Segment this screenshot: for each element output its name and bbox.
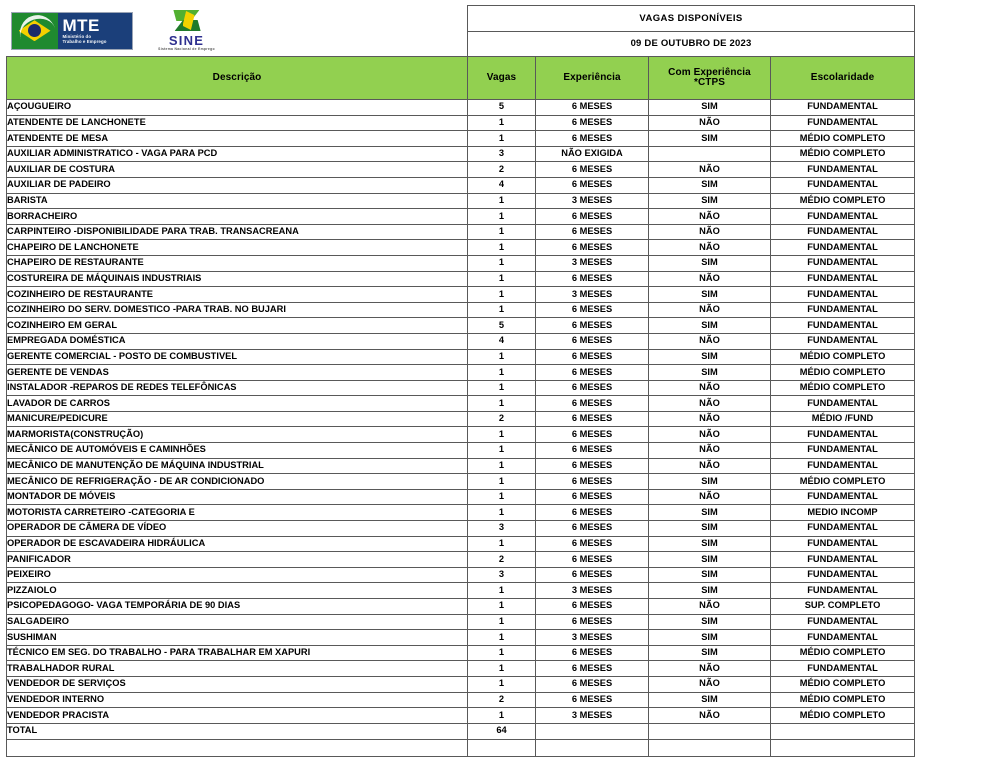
cell-ctps: SIM [649,521,771,537]
cell-descricao: COZINHEIRO DO SERV. DOMESTICO -PARA TRAB. NO BUJARI [7,302,468,318]
table-row [7,536,915,552]
cell-descricao: MONTADOR DE MÓVEIS [7,489,468,505]
cell-descricao: COZINHEIRO EM GERAL [7,318,468,334]
cell-descricao: MECÂNICO DE REFRIGERAÇÃO - DE AR CONDICIONADO [7,474,468,490]
cell-experiencia: 6 MESES [536,505,649,521]
cell-descricao: BARISTA [7,193,468,209]
table-row [7,427,915,443]
cell-experiencia: 6 MESES [536,427,649,443]
cell-escolaridade: FUNDAMENTAL [771,318,915,334]
cell-ctps: SIM [649,583,771,599]
brazil-flag-icon [12,13,58,49]
cell-escolaridade: MÉDIO /FUND [771,411,915,427]
cell-escolaridade: FUNDAMENTAL [771,630,915,646]
blank-cell-experiencia [536,739,649,756]
cell-experiencia: 3 MESES [536,255,649,271]
blank-cell-vagas [468,739,536,756]
cell-ctps: SIM [649,474,771,490]
table-row [7,287,915,303]
table-row [7,224,915,240]
total-escolaridade [771,723,915,739]
cell-ctps: SIM [649,614,771,630]
table-row [7,193,915,209]
cell-ctps: SIM [649,131,771,147]
cell-escolaridade: FUNDAMENTAL [771,224,915,240]
table-row [7,146,915,162]
cell-experiencia: 6 MESES [536,131,649,147]
table-row [7,302,915,318]
table-row [7,645,915,661]
cell-escolaridade: MÉDIO COMPLETO [771,676,915,692]
cell-ctps: SIM [649,630,771,646]
cell-experiencia: 6 MESES [536,100,649,116]
cell-vagas: 3 [468,146,536,162]
table-row [7,552,915,568]
mte-acronym: MTE [62,15,100,35]
cell-ctps: SIM [649,536,771,552]
cell-vagas: 1 [468,115,536,131]
cell-vagas: 2 [468,552,536,568]
cell-descricao: INSTALADOR -REPAROS DE REDES TELEFÔNICAS [7,380,468,396]
cell-descricao: PEIXEIRO [7,567,468,583]
cell-descricao: CHAPEIRO DE RESTAURANTE [7,255,468,271]
table-row [7,443,915,459]
cell-escolaridade: FUNDAMENTAL [771,614,915,630]
blank-cell-ctps [649,739,771,756]
cell-experiencia: 6 MESES [536,209,649,225]
cell-ctps: NÃO [649,271,771,287]
cell-experiencia: 3 MESES [536,193,649,209]
cell-vagas: 1 [468,474,536,490]
cell-experiencia: 6 MESES [536,115,649,131]
mte-logo [11,12,133,50]
cell-ctps: NÃO [649,427,771,443]
cell-experiencia: 6 MESES [536,396,649,412]
cell-descricao: EMPREGADA DOMÉSTICA [7,333,468,349]
column-header-ctps [649,57,771,100]
cell-escolaridade: FUNDAMENTAL [771,536,915,552]
cell-vagas: 3 [468,567,536,583]
mte-subtitle-line2: Trabalho e Emprego [62,39,107,45]
cell-descricao: PIZZAIOLO [7,583,468,599]
table-row [7,209,915,225]
cell-vagas: 1 [468,458,536,474]
cell-ctps: SIM [649,365,771,381]
table-row [7,396,915,412]
table-row [7,458,915,474]
cell-vagas: 1 [468,209,536,225]
cell-experiencia: 3 MESES [536,630,649,646]
cell-experiencia: 6 MESES [536,645,649,661]
sine-subtitle: Sistema Nacional de Emprego [158,46,215,51]
cell-escolaridade: FUNDAMENTAL [771,583,915,599]
cell-vagas: 2 [468,162,536,178]
cell-experiencia: 6 MESES [536,240,649,256]
table-row [7,521,915,537]
cell-escolaridade: MÉDIO COMPLETO [771,131,915,147]
cell-vagas: 5 [468,318,536,334]
cell-vagas: 1 [468,365,536,381]
cell-vagas: 1 [468,224,536,240]
cell-experiencia: 6 MESES [536,599,649,615]
cell-ctps: SIM [649,193,771,209]
cell-descricao: ATENDENTE DE MESA [7,131,468,147]
table-row [7,474,915,490]
cell-descricao: BORRACHEIRO [7,209,468,225]
cell-ctps: SIM [649,255,771,271]
cell-experiencia: 6 MESES [536,536,649,552]
ctps-header-line2: *CTPS [693,77,726,88]
cell-ctps: SIM [649,552,771,568]
cell-escolaridade: FUNDAMENTAL [771,552,915,568]
table-row [7,255,915,271]
cell-ctps: NÃO [649,458,771,474]
cell-experiencia: 6 MESES [536,177,649,193]
total-experiencia [536,723,649,739]
cell-vagas: 5 [468,100,536,116]
cell-escolaridade: FUNDAMENTAL [771,287,915,303]
cell-vagas: 1 [468,349,536,365]
cell-ctps: NÃO [649,599,771,615]
cell-descricao: SUSHIMAN [7,630,468,646]
cell-vagas: 4 [468,333,536,349]
cell-experiencia: 6 MESES [536,271,649,287]
cell-ctps: NÃO [649,333,771,349]
cell-descricao: OPERADOR DE CÂMERA DE VÍDEO [7,521,468,537]
cell-ctps: SIM [649,100,771,116]
cell-experiencia: 6 MESES [536,224,649,240]
cell-ctps: NÃO [649,240,771,256]
cell-experiencia: 6 MESES [536,661,649,677]
cell-experiencia: 3 MESES [536,583,649,599]
ctps-header-line1: Com Experiência [668,66,751,78]
cell-escolaridade: MÉDIO COMPLETO [771,146,915,162]
table-row [7,489,915,505]
cell-vagas: 2 [468,692,536,708]
cell-escolaridade: FUNDAMENTAL [771,489,915,505]
table-row [7,271,915,287]
cell-descricao: MARMORISTA(CONSTRUÇÃO) [7,427,468,443]
cell-escolaridade: FUNDAMENTAL [771,443,915,459]
cell-experiencia: 6 MESES [536,162,649,178]
cell-descricao: OPERADOR DE ESCAVADEIRA HIDRÁULICA [7,536,468,552]
cell-experiencia: 6 MESES [536,443,649,459]
cell-ctps: SIM [649,349,771,365]
cell-experiencia: 6 MESES [536,333,649,349]
cell-experiencia: 6 MESES [536,380,649,396]
cell-escolaridade: FUNDAMENTAL [771,302,915,318]
cell-escolaridade: FUNDAMENTAL [771,661,915,677]
cell-vagas: 1 [468,271,536,287]
cell-experiencia: 6 MESES [536,567,649,583]
table-row [7,692,915,708]
cell-experiencia: 6 MESES [536,614,649,630]
table-row [7,661,915,677]
table-row [7,318,915,334]
cell-vagas: 1 [468,708,536,724]
cell-vagas: 1 [468,380,536,396]
cell-ctps: NÃO [649,224,771,240]
sine-wordmark: SINE [168,32,205,48]
cell-descricao: MANICURE/PEDICURE [7,411,468,427]
banner-row [7,6,915,32]
cell-vagas: 1 [468,505,536,521]
cell-descricao: AUXILIAR DE COSTURA [7,162,468,178]
cell-escolaridade: FUNDAMENTAL [771,521,915,537]
cell-escolaridade: FUNDAMENTAL [771,162,915,178]
table-row [7,380,915,396]
column-header-descricao: Descrição [7,57,468,100]
cell-escolaridade: FUNDAMENTAL [771,271,915,287]
cell-experiencia: 6 MESES [536,521,649,537]
cell-descricao: COSTUREIRA DE MÁQUINAIS INDUSTRIAIS [7,271,468,287]
table-row [7,599,915,615]
total-ctps [649,723,771,739]
table-row [7,614,915,630]
cell-escolaridade: MÉDIO COMPLETO [771,193,915,209]
cell-descricao: LAVADOR DE CARROS [7,396,468,412]
cell-escolaridade: MEDIO INCOMP [771,505,915,521]
cell-escolaridade: MÉDIO COMPLETO [771,708,915,724]
cell-experiencia: 6 MESES [536,302,649,318]
cell-vagas: 1 [468,645,536,661]
cell-escolaridade: FUNDAMENTAL [771,100,915,116]
cell-experiencia: 3 MESES [536,708,649,724]
cell-escolaridade: MÉDIO COMPLETO [771,645,915,661]
cell-descricao: MECÂNICO DE AUTOMÓVEIS E CAMINHÕES [7,443,468,459]
cell-ctps: SIM [649,177,771,193]
cell-ctps: NÃO [649,115,771,131]
cell-escolaridade: MÉDIO COMPLETO [771,365,915,381]
cell-descricao: AÇOUGUEIRO [7,100,468,116]
table-row [7,567,915,583]
table-row [7,100,915,116]
table-row [7,708,915,724]
cell-descricao: VENDEDOR INTERNO [7,692,468,708]
total-row [7,723,915,739]
cell-vagas: 1 [468,489,536,505]
cell-vagas: 1 [468,427,536,443]
cell-experiencia: 6 MESES [536,474,649,490]
table-body [7,100,915,724]
table-row [7,365,915,381]
cell-descricao: PSICOPEDAGOGO- VAGA TEMPORÁRIA DE 90 DIAS [7,599,468,615]
cell-escolaridade: FUNDAMENTAL [771,209,915,225]
cell-escolaridade: FUNDAMENTAL [771,115,915,131]
cell-ctps: NÃO [649,708,771,724]
blank-cell-escolaridade [771,739,915,756]
table-row [7,676,915,692]
cell-descricao: AUXILIAR ADMINISTRATICO - VAGA PARA PCD [7,146,468,162]
cell-vagas: 1 [468,599,536,615]
cell-descricao: MECÂNICO DE MANUTENÇÃO DE MÁQUINA INDUSTRIAL [7,458,468,474]
cell-experiencia: 6 MESES [536,692,649,708]
cell-vagas: 1 [468,676,536,692]
cell-vagas: 4 [468,177,536,193]
table-row [7,505,915,521]
cell-vagas: 1 [468,661,536,677]
sine-mark-icon [170,10,204,32]
cell-ctps: NÃO [649,489,771,505]
cell-escolaridade: FUNDAMENTAL [771,567,915,583]
cell-experiencia: 6 MESES [536,411,649,427]
cell-descricao: MOTORISTA CARRETEIRO -CATEGORIA E [7,505,468,521]
trailing-blank-row [7,739,915,756]
cell-vagas: 1 [468,536,536,552]
cell-experiencia: 6 MESES [536,349,649,365]
cell-escolaridade: FUNDAMENTAL [771,255,915,271]
table-row [7,411,915,427]
cell-escolaridade: MÉDIO COMPLETO [771,349,915,365]
cell-ctps: NÃO [649,396,771,412]
cell-descricao: CARPINTEIRO -DISPONIBILIDADE PARA TRAB. TRANSACREANA [7,224,468,240]
cell-escolaridade: FUNDAMENTAL [771,333,915,349]
cell-descricao: ATENDENTE DE LANCHONETE [7,115,468,131]
cell-ctps: NÃO [649,411,771,427]
cell-ctps: NÃO [649,209,771,225]
cell-experiencia: 6 MESES [536,489,649,505]
column-header-escolaridade: Escolaridade [771,57,915,100]
cell-descricao: VENDEDOR DE SERVIÇOS [7,676,468,692]
table-row [7,333,915,349]
cell-descricao: SALGADEIRO [7,614,468,630]
cell-vagas: 2 [468,411,536,427]
table-row [7,349,915,365]
cell-experiencia: 6 MESES [536,365,649,381]
cell-descricao: VENDEDOR PRACISTA [7,708,468,724]
cell-descricao: GERENTE COMERCIAL - POSTO DE COMBUSTIVEL [7,349,468,365]
table-row [7,115,915,131]
cell-ctps: SIM [649,318,771,334]
cell-experiencia: 6 MESES [536,458,649,474]
cell-escolaridade: FUNDAMENTAL [771,177,915,193]
cell-vagas: 1 [468,302,536,318]
table-row [7,162,915,178]
cell-escolaridade: MÉDIO COMPLETO [771,692,915,708]
cell-ctps: SIM [649,645,771,661]
cell-vagas: 1 [468,131,536,147]
cell-vagas: 1 [468,583,536,599]
cell-escolaridade: SUP. COMPLETO [771,599,915,615]
cell-experiencia: 3 MESES [536,287,649,303]
cell-escolaridade: FUNDAMENTAL [771,396,915,412]
cell-descricao: TÉCNICO EM SEG. DO TRABALHO - PARA TRABALHAR EM XAPURI [7,645,468,661]
cell-escolaridade: FUNDAMENTAL [771,458,915,474]
cell-ctps: NÃO [649,380,771,396]
logos-cell [7,6,468,57]
cell-descricao: GERENTE DE VENDAS [7,365,468,381]
mte-subtitle-line1: Ministério do [62,33,92,39]
table-row [7,630,915,646]
total-label: TOTAL [7,723,468,739]
cell-ctps: NÃO [649,661,771,677]
cell-ctps: NÃO [649,302,771,318]
cell-descricao: CHAPEIRO DE LANCHONETE [7,240,468,256]
cell-descricao: TRABALHADOR RURAL [7,661,468,677]
cell-ctps: SIM [649,287,771,303]
table-row [7,131,915,147]
cell-experiencia: 6 MESES [536,552,649,568]
cell-vagas: 1 [468,287,536,303]
cell-escolaridade: FUNDAMENTAL [771,240,915,256]
cell-experiencia: 6 MESES [536,318,649,334]
cell-escolaridade: FUNDAMENTAL [771,427,915,443]
table-row [7,583,915,599]
table-row [7,177,915,193]
cell-vagas: 1 [468,193,536,209]
cell-escolaridade: MÉDIO COMPLETO [771,474,915,490]
cell-descricao: AUXILIAR DE PADEIRO [7,177,468,193]
cell-ctps: NÃO [649,676,771,692]
cell-ctps: SIM [649,505,771,521]
document-title: VAGAS DISPONÍVEIS [468,6,915,32]
cell-ctps: SIM [649,692,771,708]
column-header-experiencia: Experiência [536,57,649,100]
cell-vagas: 1 [468,240,536,256]
sine-logo [159,8,215,54]
document-date: 09 DE OUTUBRO DE 2023 [468,32,915,57]
cell-vagas: 1 [468,255,536,271]
table-row [7,240,915,256]
cell-escolaridade: MÉDIO COMPLETO [771,380,915,396]
cell-descricao: PANIFICADOR [7,552,468,568]
cell-ctps: NÃO [649,162,771,178]
cell-vagas: 3 [468,521,536,537]
cell-ctps [649,146,771,162]
cell-vagas: 1 [468,630,536,646]
cell-experiencia: NÃO EXIGIDA [536,146,649,162]
vacancies-table [6,5,915,757]
column-header-row [7,57,915,100]
cell-vagas: 1 [468,443,536,459]
cell-vagas: 1 [468,396,536,412]
cell-ctps: SIM [649,567,771,583]
total-vagas: 64 [468,723,536,739]
blank-cell-descricao [7,739,468,756]
cell-ctps: NÃO [649,443,771,459]
cell-vagas: 1 [468,614,536,630]
column-header-vagas: Vagas [468,57,536,100]
cell-descricao: COZINHEIRO DE RESTAURANTE [7,287,468,303]
cell-experiencia: 6 MESES [536,676,649,692]
